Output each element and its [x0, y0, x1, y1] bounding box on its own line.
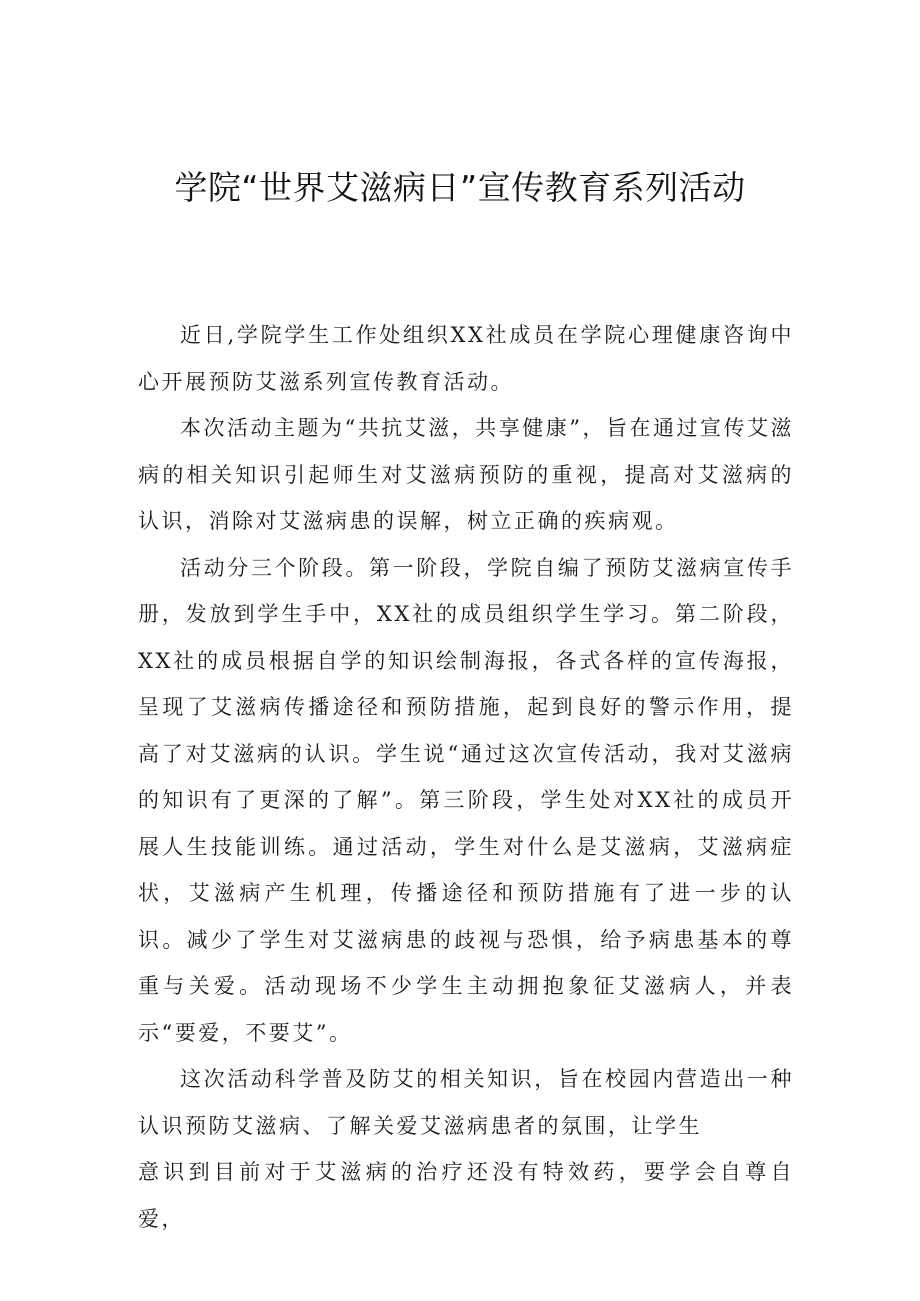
- paragraph-summary: 这次活动科学普及防艾的相关知识，旨在校园内营造出一种认识预防艾滋病、了解关爱艾滋病患者的氛围，让学生: [138, 1067, 794, 1138]
- paragraph-intro: 近日,学院学生工作处组织XX社成员在学院心理健康咨询中心开展预防艾滋系列宣传教育活动。: [138, 323, 794, 394]
- paragraph-summary-continued: 意识到目前对于艾滋病的治疗还没有特效药，要学会自尊自爱，: [138, 1160, 794, 1231]
- document-body: [138, 312, 794, 1242]
- paragraph-theme: 本次活动主题为“共抗艾滋，共享健康”，旨在通过宣传艾滋病的相关知识引起师生对艾滋病预防的重视，提高对艾滋病的认识，消除对艾滋病患的误解，树立正确的疾病观。: [138, 416, 794, 533]
- paragraph-stages: 活动分三个阶段。第一阶段，学院自编了预防艾滋病宣传手册，发放到学生手中，XX社的成员组织学生学习。第二阶段，XX社的成员根据自学的知识绘制海报，各式各样的宣传海报，呈现了艾滋病传播途径和预防措施，起到良好的警示作用，提高了对艾滋病的认识。学生说“通过这次宣传活动，我对艾滋病的知识有了更深的了解”。第三阶段，学生处对XX社的成员开展人生技能训练。通过活动，学生对什么是艾滋病，艾滋病症状，艾滋病产生机理，传播途径和预防措施有了进一步的认识。减少了学生对艾滋病患的歧视与恐惧，给予病患基本的尊重与关爱。活动现场不少学生主动拥抱象征艾滋病人，并表示“要爱，不要艾”。: [138, 555, 794, 1045]
- document-title: 学院“世界艾滋病日”宣传教育系列活动: [174, 168, 746, 207]
